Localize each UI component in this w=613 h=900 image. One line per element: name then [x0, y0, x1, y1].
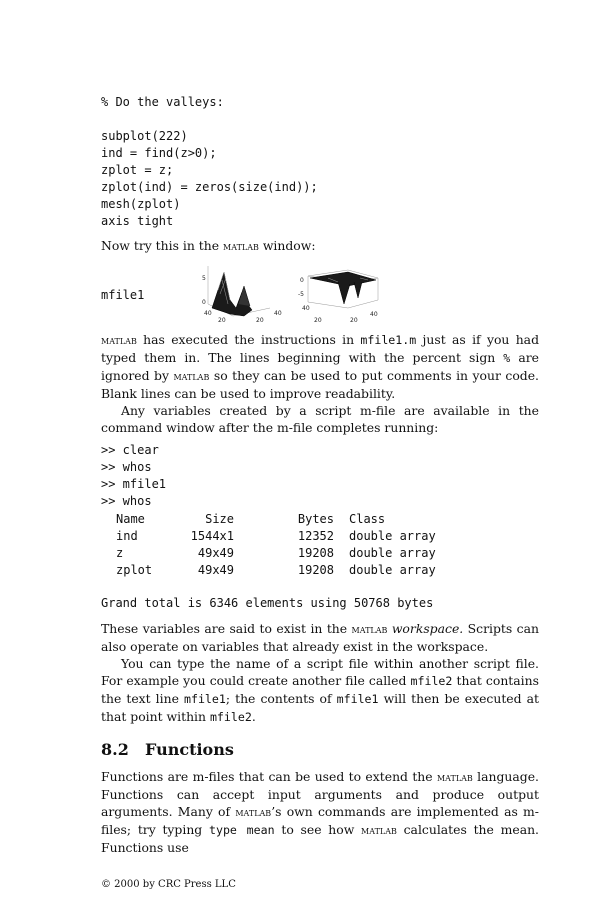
table-row: ind 1544x1 12352 double array [116, 528, 436, 543]
code-line: zplot(ind) = zeros(size(ind)); [101, 180, 318, 194]
code-line: % Do the valleys: [101, 95, 224, 109]
code-line: >> whos [101, 494, 152, 508]
axis-tick: 40 [370, 311, 378, 318]
functions-explanation [101, 768, 539, 856]
code-line: >> mfile1 [101, 477, 167, 491]
code-line: >> whos [101, 460, 152, 474]
axis-tick: 5 [202, 275, 206, 282]
code-line: >> clear [101, 443, 159, 457]
section-heading [101, 740, 234, 759]
code-block-valleys [101, 94, 318, 230]
try-instruction: Now try this in the matlab window: [101, 238, 316, 253]
axis-tick: 0 [202, 299, 206, 306]
code-line: zplot = z; [101, 163, 174, 177]
axis-tick: 20 [256, 317, 264, 324]
axis-tick: 20 [218, 317, 226, 324]
code-line: ind = find(z>0); [101, 146, 217, 160]
grand-total-line: Grand total is 6346 elements using 50768 bytes [101, 596, 434, 610]
valleys-mesh-plot [298, 270, 378, 324]
table-row: zplot 49x49 19208 double array [116, 562, 436, 577]
code-line: mesh(zplot) [101, 197, 181, 211]
section-number: 8.2 [101, 740, 129, 759]
paragraph: You can type the name of a script file within another script file. For example you could create another file called mfile2 that contains the text line mfile1; the contents of mfile1 will then be executed at that point within mfile2. [101, 656, 539, 724]
copyright-footer: © 2000 by CRC Press LLC [101, 879, 236, 890]
axis-tick: -5 [298, 291, 304, 298]
axis-tick: 40 [204, 310, 212, 317]
axis-tick: 40 [274, 310, 282, 317]
mfile1-command: mfile1 [101, 288, 145, 302]
script-explanation [101, 331, 539, 436]
workspace-explanation [101, 620, 539, 726]
peaks-mesh-plot [202, 266, 282, 324]
paragraph: Functions are m-files that can be used to extend the matlab language. Functions can accept input arguments and produce output arguments. Many of matlab’s own commands are implemented as m-files; try typing type mean to see how matlab calculates the mean. Functions use [101, 769, 539, 855]
table-header-row: Name Size Bytes Class [116, 511, 386, 526]
code-line: axis tight [101, 214, 174, 228]
paragraph: Any variables created by a script m-file are available in the command window after the m-file completes running: [101, 403, 539, 435]
whos-output-table [116, 510, 436, 578]
axis-tick: 20 [350, 317, 358, 324]
axis-tick: 20 [314, 317, 322, 324]
paragraph: These variables are said to exist in the matlab workspace. Scripts can also operate on variables that already exist in the workspace. [101, 621, 539, 654]
matlab-word: matlab [223, 239, 259, 253]
axis-tick: 0 [300, 277, 304, 284]
table-row: z 49x49 19208 double array [116, 545, 436, 560]
section-title: Functions [145, 740, 234, 759]
mesh-plots-figure [198, 264, 384, 326]
code-line: subplot(222) [101, 129, 188, 143]
code-block-whos [101, 442, 166, 510]
axis-tick: 40 [302, 305, 310, 312]
paragraph: matlab has executed the instructions in mfile1.m just as if you had typed them in. The lines beginning with the percent sign % are ignored by matlab so they can be used to put comments in your code. Blank lines can be used to improve readability. [101, 332, 540, 401]
